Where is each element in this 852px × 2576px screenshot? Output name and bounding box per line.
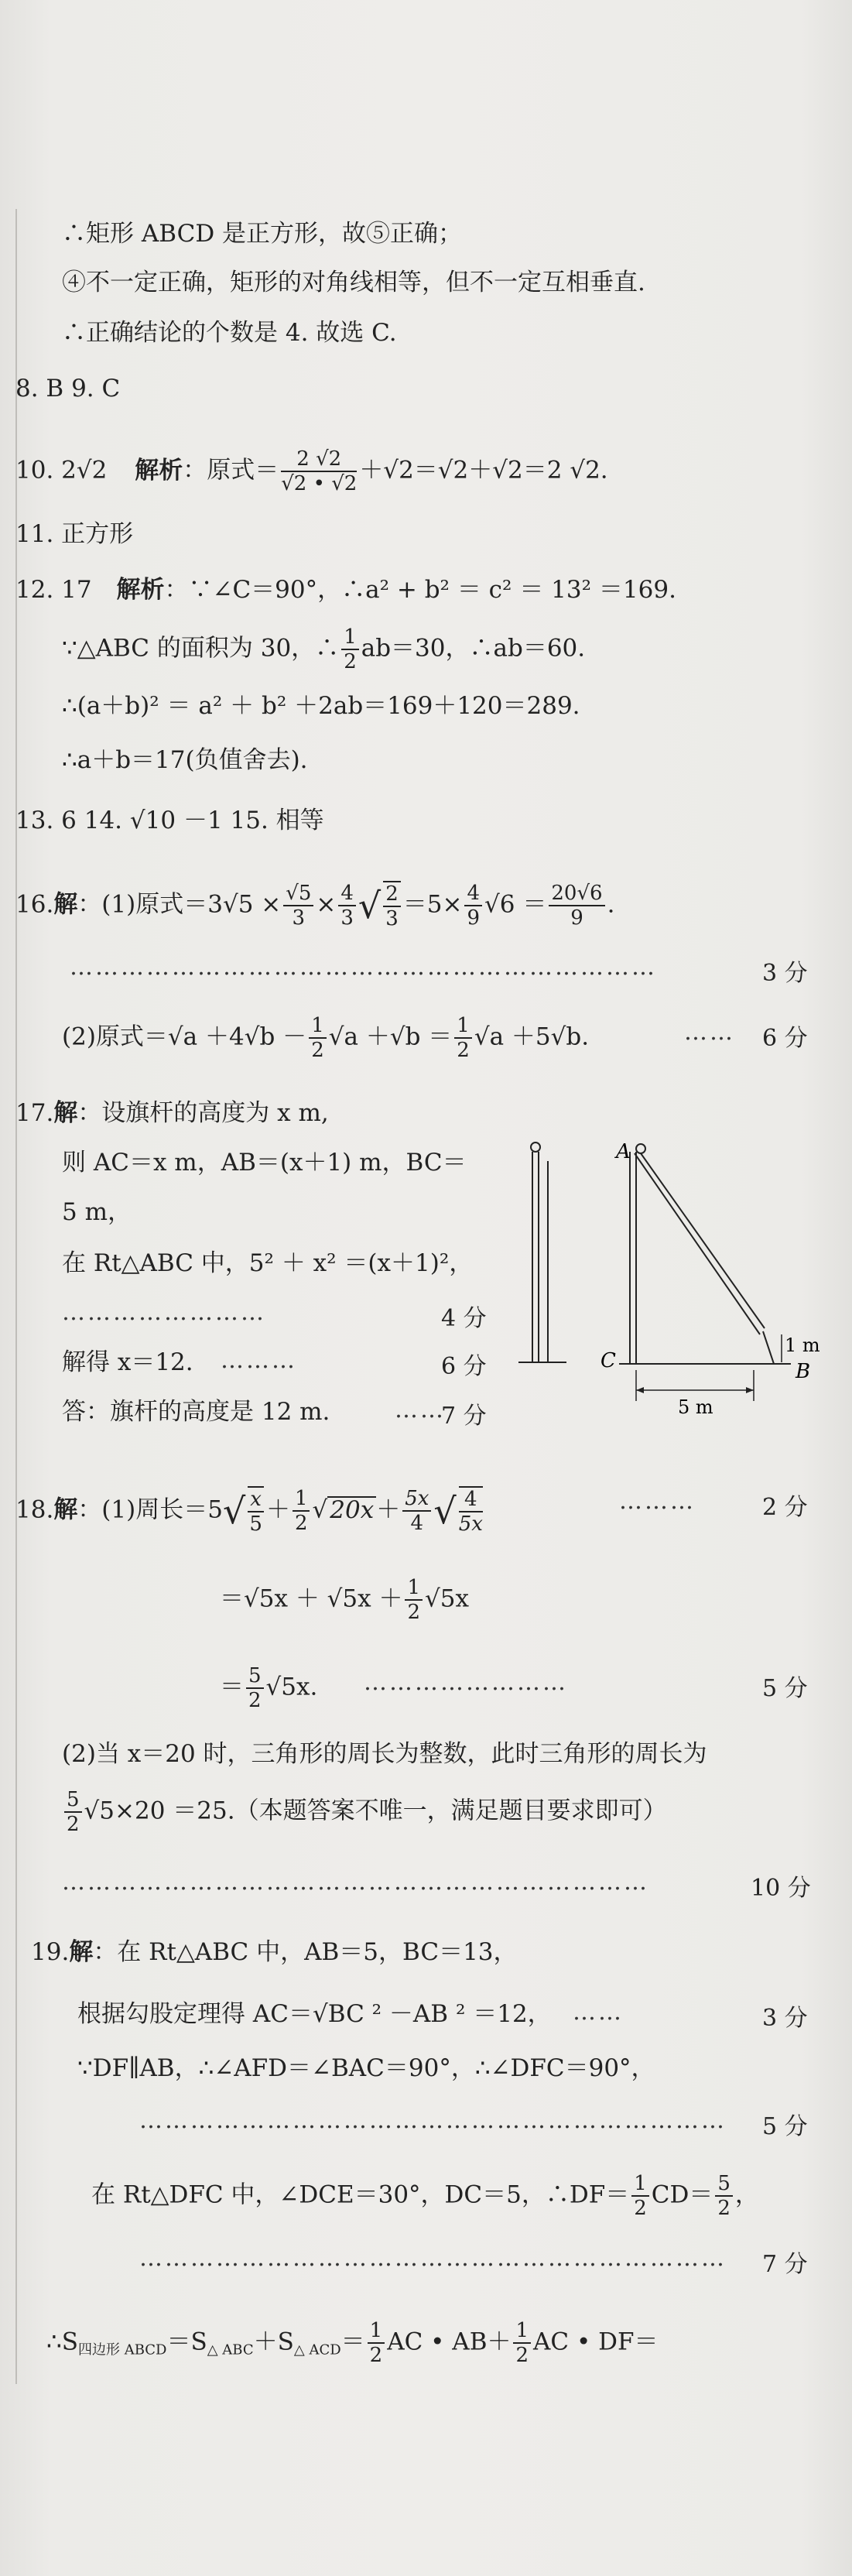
answer-8-9: 8. B 9. C [15,375,121,402]
answer-18-step2: ＝√5x ＋ √5x ＋ $\frac{1}{2}$ √5x [220,1576,469,1624]
dots-19-2: …………………………………………………………… [139,2107,727,2134]
dots-17-2: ……… [221,1347,297,1374]
answer-12-line1 [15,574,676,605]
q10-text-b: ＋√2＝√2＋√2＝2 √2. [359,456,608,485]
label-one-m: 1 m [785,1334,820,1356]
answer-12-line4: ∴a＋b＝17(负值舍去). [62,746,308,774]
answer-17-b: 则 AC＝x m，AB＝(x＋1) m，BC＝ [62,1149,467,1177]
answer-19-c: ∵DF∥AB，∴∠AFD＝∠BAC＝90°，∴∠DFC＝90°， [77,2054,655,2082]
score-16-1: 3 分 [762,960,808,987]
half-fraction: $\frac{1}{2}$ [341,625,359,673]
answer-18-part2: (2)当 x＝20 时，三角形的周长为整数，此时三角形的周长为 [62,1740,707,1768]
answer-19-b: 根据勾股定理得 AC＝√BC ² －AB ² ＝12， [77,2000,552,2028]
score-19-1: 3 分 [762,2005,808,2032]
answer-17-e: 解得 x＝12. [62,1348,193,1376]
score-17-1: 4 分 [441,1305,487,1332]
answer-16-part2: (2)原式＝√a ＋4√b － $\frac{1}{2}$ √a ＋√b ＝ $\frac{1}{2}$ √a ＋5√b. [62,1014,590,1062]
dots-17-3: …… [395,1396,446,1423]
score-18-2: 5 分 [762,1675,808,1702]
flagpole-figure [503,1138,828,1416]
dots-18-3: …………………………………………………………… [62,1869,649,1896]
line-square-correct: ∴矩形 ABCD 是正方形，故⑤正确； [62,220,463,248]
answer-18-step3: ＝ $\frac{5}{2}$ √5x. [220,1664,318,1712]
label-C: C [601,1349,616,1372]
flagpole-sketch [518,1142,566,1362]
score-17-3: 7 分 [441,1403,487,1430]
answer-12-line2: ∵△ABC 的面积为 30，∴ $\frac{1}{2}$ ab＝30，∴ab＝60. [62,625,586,673]
dots-16-1: …………………………………………………………… [70,954,657,981]
answer-18-part2-b: $\frac{5}{2}$ √5×20 ＝25.（本题答案不唯一，满足题目要求即可） [62,1788,667,1836]
answer-16-part1: 16.解：(1)原式＝3√5 × $\frac{√5}{3}$ × $\frac{4}{3}$ √ $\frac{2}{3}$ ＝5× $\frac{4}{9}$ √6 ＝ $\frac{20√6}{9}$ . [15,882,615,930]
q10-analysis-label: 解析 [135,456,183,485]
score-19-2: 5 分 [762,2113,808,2140]
dots-18-2: …………………… [364,1669,568,1696]
score-18-3: 10 分 [751,1875,811,1902]
dots-19-1: …… [573,1999,624,2026]
answer-19-d: 在 Rt△DFC 中，∠DCE＝30°，DC＝5，∴DF＝ $\frac{1}{2}$ CD＝ $\frac{5}{2}$ ， [91,2172,759,2220]
dots-17-1: …………………… [62,1299,266,1326]
score-18-1: 2 分 [762,1494,808,1521]
answer-10 [15,447,608,495]
q12-text-a: ：∵∠C＝90°，∴a² + b² ＝ c² ＝ 13² ＝169. [164,576,676,604]
answer-17-c: 5 m， [62,1198,132,1226]
q10-text-a: ：原式＝ [183,456,279,485]
answer-12-line3: ∴(a＋b)² ＝ a² ＋ b² ＋2ab＝169＋120＝289. [62,692,580,720]
triangle-diagram [601,1140,820,1416]
answer-17-intro: 17.解：设旗杆的高度为 x m, [15,1099,329,1127]
q10-number: 10. 2√2 [15,456,108,485]
answer-17-d: 在 Rt△ABC 中，5² ＋ x² ＝(x＋1)²， [62,1249,474,1277]
dots-19-3: …………………………………………………………… [139,2245,727,2272]
label-A: A [616,1140,631,1163]
label-five-m: 5 m [678,1396,713,1416]
label-B: B [796,1360,811,1383]
score-17-2: 6 分 [441,1353,487,1380]
answer-17-f: 答：旗杆的高度是 12 m. [62,1398,330,1426]
answer-18-part1: 18.解：(1)周长＝5√ $\frac{x}{5}$ ＋ $\frac{1}{2}$ √20x＋ $\frac{5x}{4}$ √ $\frac{4}{5x}$ [15,1487,483,1536]
q12-analysis-label: 解析 [116,576,165,604]
score-19-3: 7 分 [762,2251,808,2278]
q12-number: 12. 17 [15,576,92,604]
score-16-2: 6 分 [762,1025,808,1052]
answer-19-intro: 19.解：在 Rt△ABC 中，AB＝5，BC＝13， [31,1938,518,1966]
line-choose-c: ∴正确结论的个数是 4. 故选 C. [62,319,397,347]
answer-13-15: 13. 6 14. √10 －1 15. 相等 [15,807,324,834]
solution-label: 解 [53,890,78,919]
q10-fraction: $\frac{2 √2}{√2 • √2}$ [281,447,358,495]
dots-16-2: …… [684,1019,735,1046]
line-diagonal-note: ④不一定正确，矩形的对角线相等，但不一定互相垂直. [62,269,645,296]
answer-19-e: $\therefore S_{四边形 ABCD}=S_{\triangle ABC}+S_{\triangle ACD}=$ $\frac{1}{2}$ AC • AB＋ $\frac{1}{2}$ AC • DF＝ [46,2319,659,2367]
answer-11: 11. 正方形 [15,520,134,548]
dots-18-1: ……… [619,1488,696,1515]
